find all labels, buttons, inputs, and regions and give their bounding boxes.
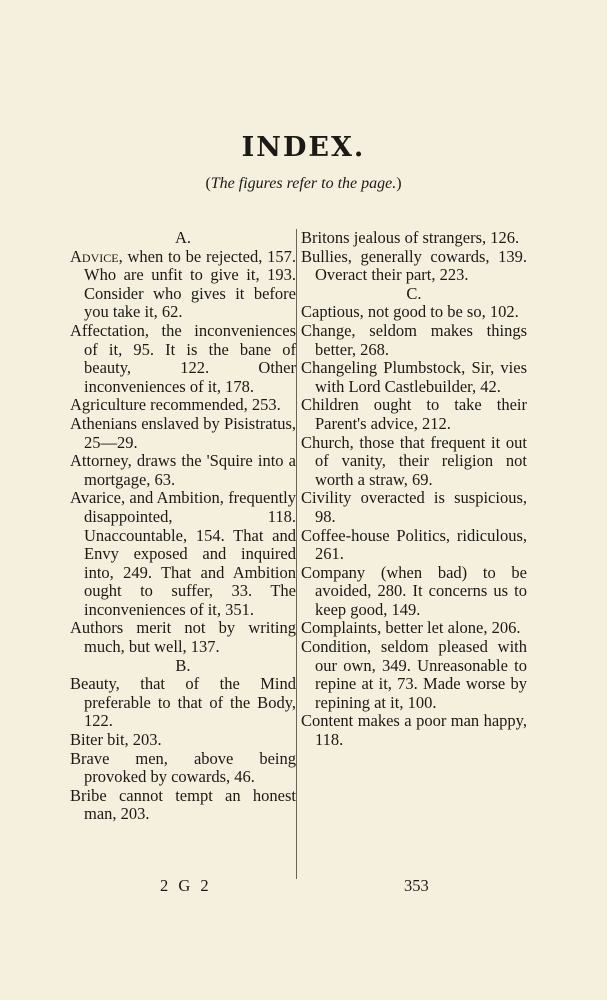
section-letter-a: A. [174, 228, 192, 247]
entry-athenians: Athenians enslaved by Pisistratus, 25—29. [70, 413, 296, 452]
entry-change: Change, seldom makes things better, 268. [301, 320, 527, 359]
index-column-left [70, 229, 296, 824]
entry-advice-rest: , when to be rejected, 157. Who are unfit to give it, 193. Consider who gives it before you take it, 62. [84, 246, 296, 322]
section-letter-b: B. [175, 655, 191, 675]
entry-civility: Civility overacted is suspicious, 98. [301, 488, 527, 526]
subtitle [0, 175, 607, 193]
entry-condition: Condition, seldom pleased with our own, 349. Unreasonable to repine at it, 73. Made worse by repining at it, 100. [301, 637, 527, 712]
entry-bribe: Bribe cannot tempt an honest man, 203. [70, 785, 296, 824]
entry-bullies: Bullies, generally cowards, 139. Overact their part, 223. [301, 246, 527, 285]
index-column-right [301, 229, 527, 750]
column-divider [296, 229, 297, 879]
entry-coffeehouse: Coffee-house Politics, ridiculous, 261. [301, 525, 527, 564]
entry-attorney: Attorney, draws the 'Squire into a mortgage, 63. [70, 451, 296, 489]
entry-advice-lead: Advice [70, 246, 119, 266]
entry-captious: Captious, not good to be so, 102. [301, 302, 519, 322]
entry-agriculture: Agriculture recommended, 253. [70, 395, 281, 415]
entry-children: Children ought to take their Parent's advice, 212. [301, 395, 527, 433]
entry-britons: Britons jealous of strangers, 126. [301, 228, 520, 247]
entry-complaints: Complaints, better let alone, 206. [301, 618, 521, 638]
page-number: 353 [404, 876, 429, 895]
entry-affectation: Affectation, the inconveniences of it, 95. It is the bane of beauty, 122. Other inconveniences of it, 178. [70, 320, 296, 396]
subtitle-text: The figures refer to the page. [210, 175, 397, 192]
section-letter-c: C. [406, 283, 422, 303]
entry-brave: Brave men, above being provoked by cowards, 46. [70, 748, 296, 787]
entry-company: Company (when bad) to be avoided, 280. It concerns us to keep good, 149. [301, 562, 527, 619]
entry-changeling: Changeling Plumbstock, Sir, vies with Lord Castlebuilder, 42. [301, 358, 527, 396]
page-title: INDEX. [241, 132, 366, 163]
entry-beauty: Beauty, that of the Mind preferable to that of the Body, 122. [70, 674, 296, 731]
entry-avarice: Avarice, and Ambition, frequently disappointed, 118. Unaccountable, 154. That and Envy exposed and inquired into, 249. That and Ambition ought to suffer, 33. The inconveniences of it, 351. [70, 488, 296, 619]
entry-content: Content makes a poor man happy, 118. [301, 711, 527, 750]
entry-authors: Authors merit not by writing much, but well, 137. [70, 618, 296, 657]
entry-biter: Biter bit, 203. [70, 730, 162, 750]
entry-advice [70, 248, 296, 322]
signature-mark: 2 G 2 [160, 876, 212, 895]
subtitle-close: ) [396, 175, 402, 192]
entry-church: Church, those that frequent it out of vanity, their religion not worth a straw, 69. [301, 432, 527, 489]
subtitle-open: ( [205, 175, 211, 192]
